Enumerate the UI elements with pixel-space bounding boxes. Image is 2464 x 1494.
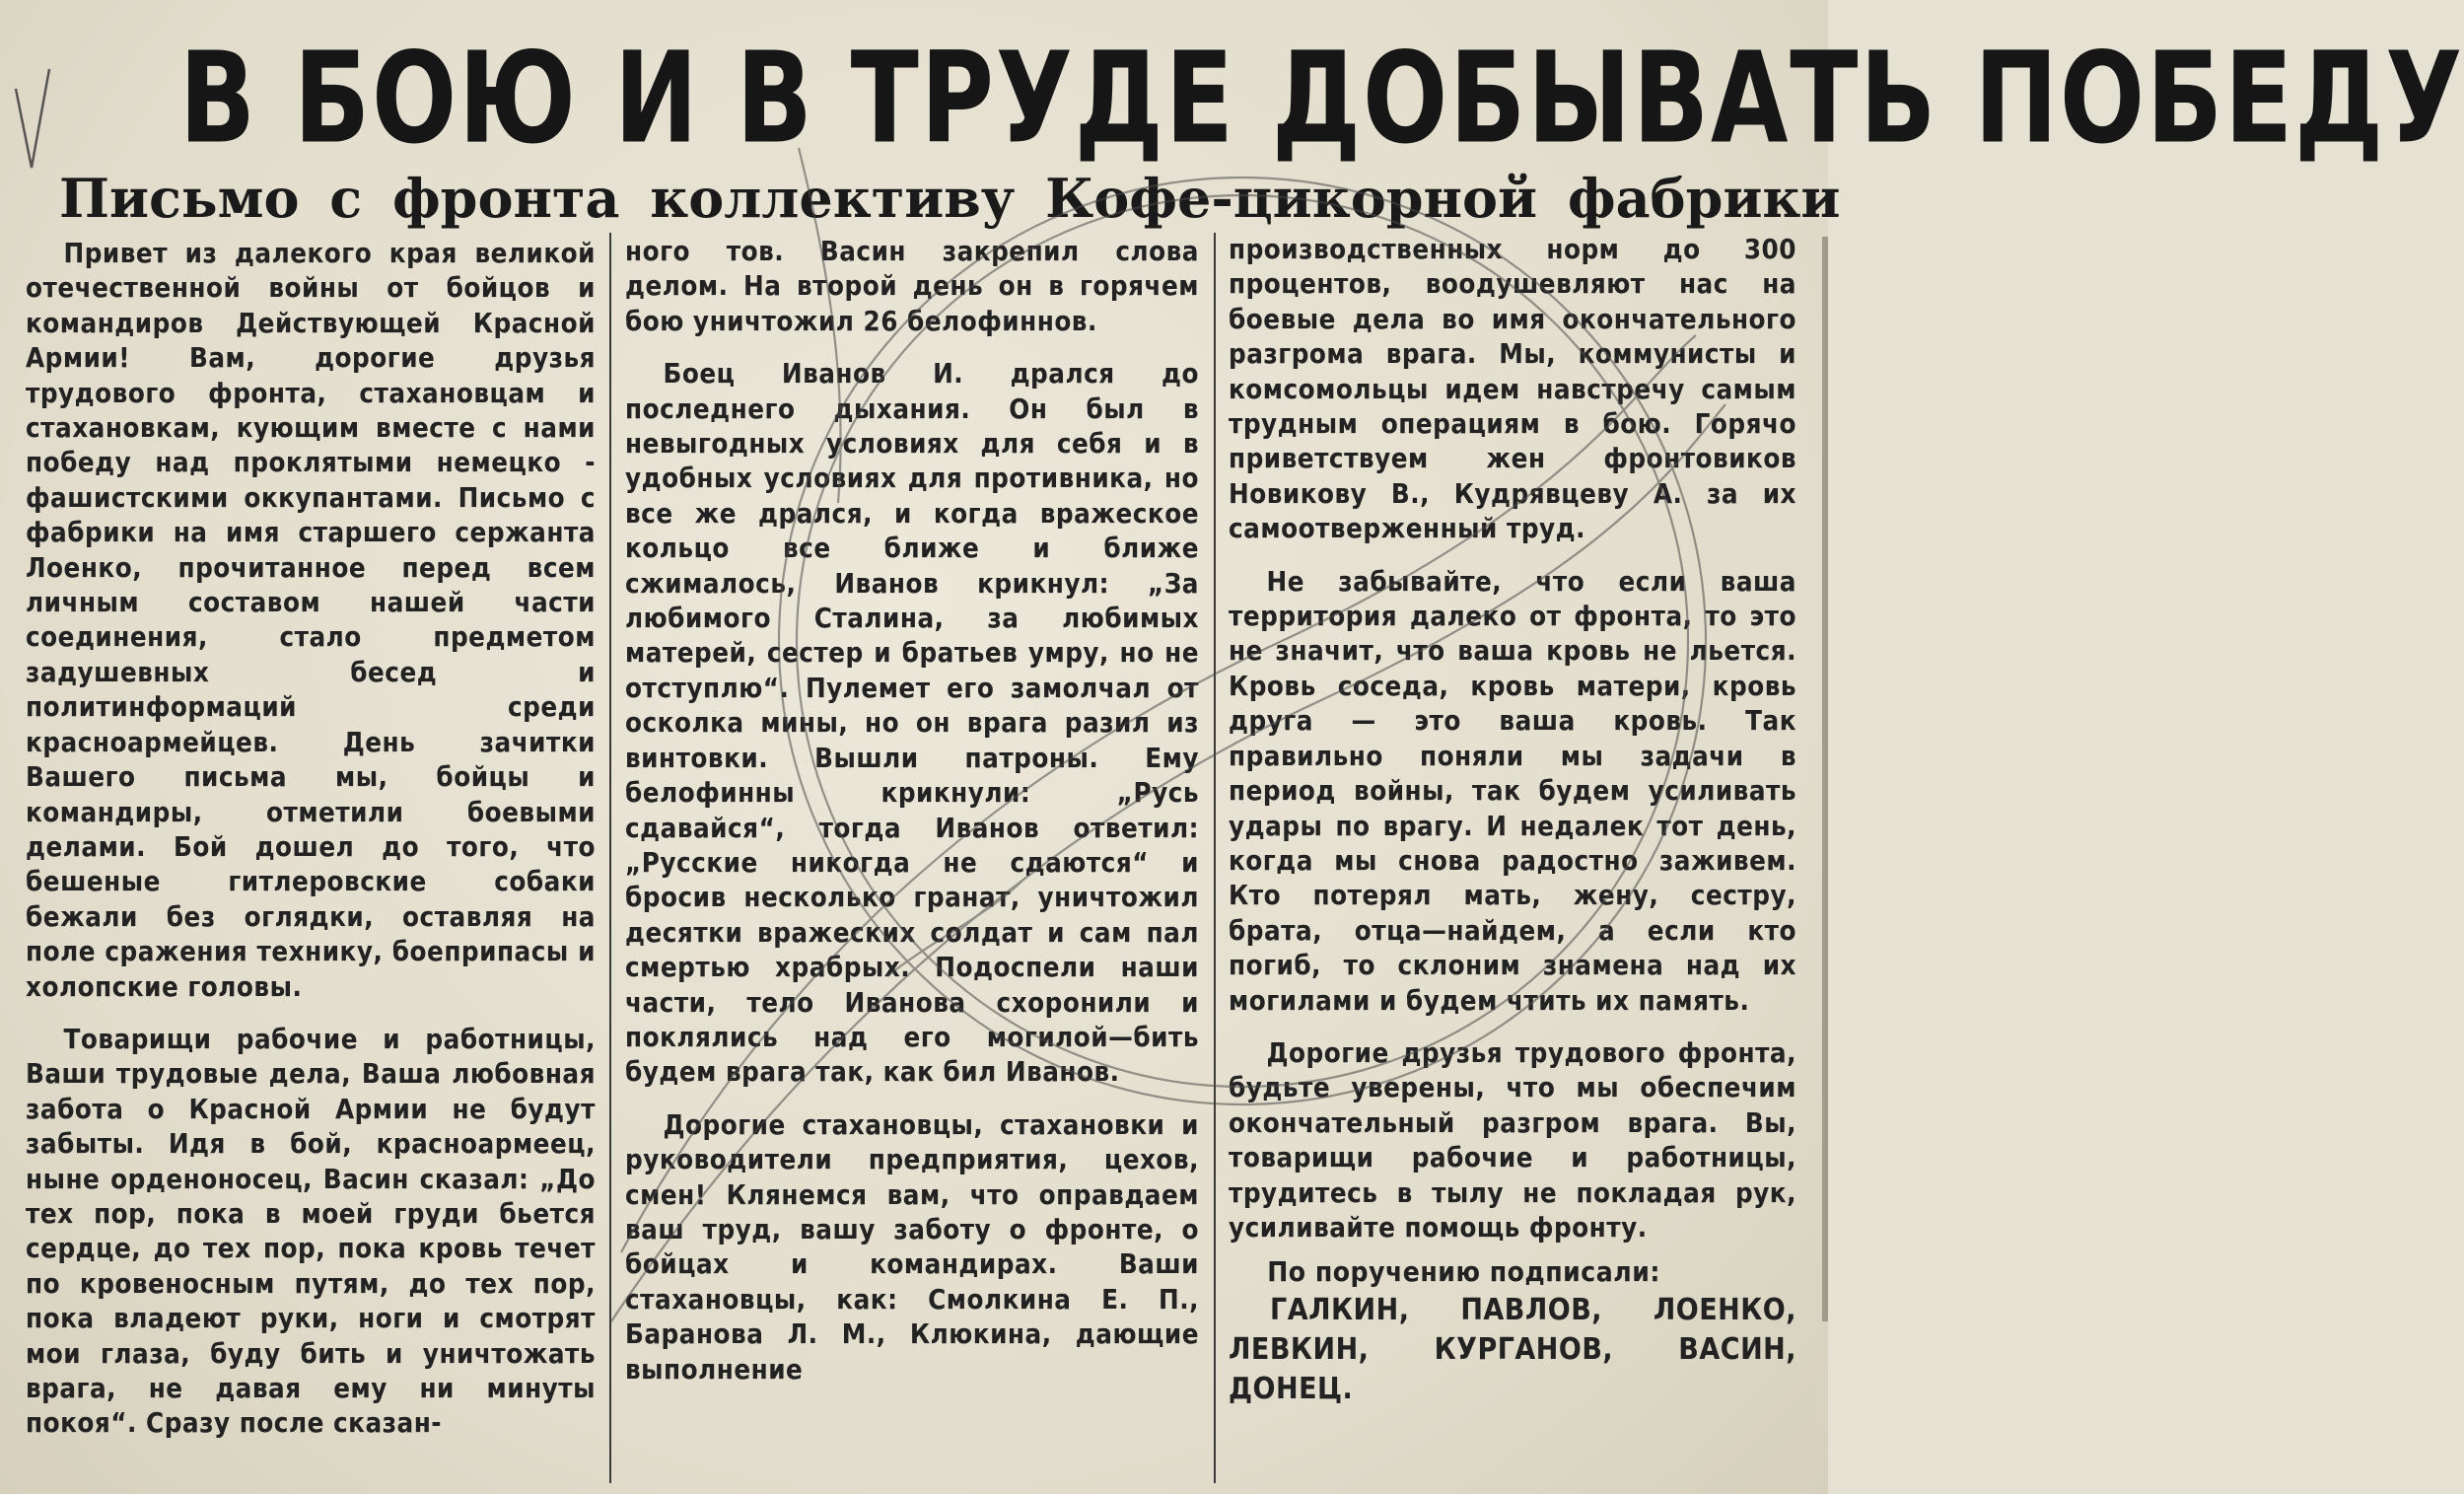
column-divider <box>1214 233 1216 1483</box>
paragraph: Дорогие друзья трудового фронта, будьте уверены, что мы обеспечим окончательный разгром врага. Вы, товарищи рабочие и работницы, трудитесь в тылу не покладая рук, усиливайте помощь фронту. <box>1229 1036 1796 1244</box>
paragraph: Товарищи рабочие и работницы, Ваши трудовые дела, Ваша любовная забота о Красной Армии не будут забыты. Идя в бой, красноармеец, ныне орденоносец, Васин сказал: „До тех пор, пока в моей груди бьется сердце, до тех пор, пока кровь течет по кровеносным путям, до тех пор, пока владеют руки, ноги и смотрят мои глаза, буду бить и уничтожать врага, не давая ему ни минуты покоя“. Сразу после сказан- <box>26 1023 596 1440</box>
paragraph: Не забывайте, что если ваша территория далеко от фронта, то это не значит, что ваша кровь не льется. Кровь соседа, кровь матери, кровь друга — это ваша кровь. Так правильно поняли мы задачи в период войны, так будем усиливать удары по врагу. И недалек тот день, когда мы снова радостно заживем. Кто потерял мать, жену, сестру, брата, отца—найдем, а если кто погиб, то склоним знамена над их могилами и будем чтить их память. <box>1229 565 1796 1017</box>
signature-intro: По поручению подписали: <box>1267 1255 1660 1289</box>
signature-names: ГАЛКИН, ПАВЛОВ, ЛОЕНКО, ЛЕВКИН, КУРГАНОВ, ВАСИН, ДОНЕЦ. <box>1229 1293 1796 1407</box>
article-column-1 <box>26 237 596 1442</box>
headline: В БОЮ И В ТРУДЕ ДОБЫВАТЬ ПОБЕДУ <box>178 24 2464 172</box>
signature-block <box>1229 1253 1796 1409</box>
paragraph: производственных норм до 300 процентов, воодушевляют нас на боевые дела во имя окончательного разгрома врага. Мы, коммунисты и комсомольцы идем навстречу самым трудным операциям в бою. Горячо приветствуем жен фронтовиков Новикову В., Кудрявцеву А. за их самоотверженный труд. <box>1229 234 1796 545</box>
column-divider <box>609 233 611 1483</box>
paragraph: Дорогие стахановцы, стахановки и руководители предприятия, цехов, смен! Клянемся вам, что оправдаем ваш труд, вашу заботу о фронте, о бойцах и командирах. Ваши стахановцы, как: Смолкина Е. П., Баранова Л. М., Клюкина, дающие выполнение <box>625 1108 1199 1386</box>
paragraph: ного тов. Васин закрепил слова делом. На второй день он в горячем бою уничтожил 26 белофиннов. <box>625 236 1199 337</box>
subheadline: Письмо с фронта коллективу Кофе-цикорной фабрики <box>59 167 1841 230</box>
page-edge <box>1822 237 1828 1321</box>
article-column-3 <box>1229 233 1796 1409</box>
handwritten-check-mark-icon <box>10 59 59 178</box>
article-column-2 <box>625 235 1199 1387</box>
paragraph: Привет из далекого края великой отечественной войны от бойцов и командиров Действующей Красной Армии! Вам, дорогие друзья трудового фронта, стахановцам и стахановкам, кующим вместе с нами победу над проклятыми немецко - фашистскими оккупантами. Письмо с фабрики на имя старшего сержанта Лоенко, прочитанное перед всем личным составом нашей части соединения, стало предметом задушевных бесед и политинформаций среди красноармейцев. День зачитки Вашего письма мы, бойцы и командиры, отметили боевыми делами. Бой дошел до того, что бешеные гитлеровские собаки бежали без оглядки, оставляя на поле сражения технику, боеприпасы и холопские головы. <box>26 238 596 1003</box>
paragraph: Боец Иванов И. дрался до последнего дыхания. Он был в невыгодных условиях для себя и в удобных условиях для противника, но все же дрался, и когда вражеское кольцо все ближе и ближе сжималось, Иванов крикнул: „За любимого Сталина, за любимых матерей, сестер и братьев умру, но не отступлю“. Пулемет его замолчал от осколка мины, но он врага разил из винтовки. Вышли патроны. Ему белофинны крикнули: „Русь сдавайся“, тогда Иванов ответил: „Русские никогда не сдаются“ и бросив несколько гранат, уничтожил десятки вражеских солдат и сам пал смертью храбрых. Подоспели наши части, тело Иванова схоронили и поклялись над его могилой—бить будем врага так, как бил Иванов. <box>625 358 1199 1089</box>
